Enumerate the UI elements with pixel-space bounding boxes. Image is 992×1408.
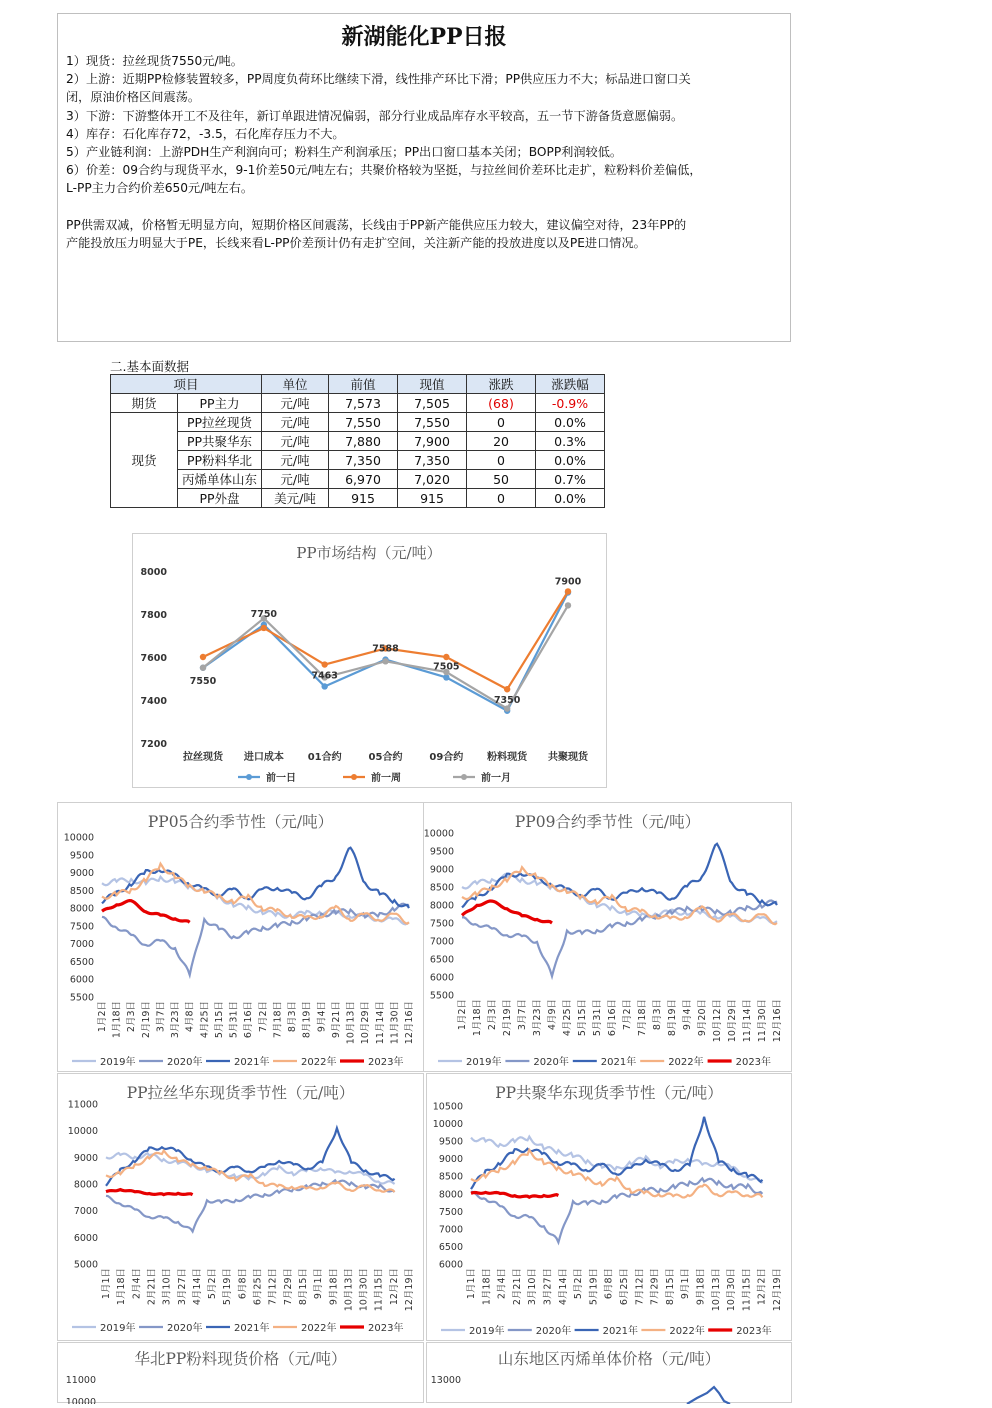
series-line [687, 1387, 730, 1404]
x-tick-label: 10月13日 [710, 1268, 722, 1312]
market-structure-chart [132, 533, 607, 788]
y-tick-label: 6000 [73, 1232, 98, 1244]
x-tick-label: 3月7日 [155, 1001, 167, 1033]
legend-label: 2022年 [301, 1323, 337, 1334]
chart-title: PP市场结构（元/吨） [296, 544, 442, 562]
group-futures: 期货 [111, 394, 178, 413]
data-point [200, 665, 206, 671]
x-tick-label: 6月16日 [243, 1001, 255, 1039]
y-tick-label: 9000 [69, 868, 94, 880]
x-tick-label: 1月18日 [481, 1268, 493, 1306]
daily-report-box [57, 13, 791, 342]
summary-line: PP供需双减，价格暂无明显方向，短期价格区间震荡，长线由于PP新产能供应压力较大，建议偏空对待，23年PP的 [66, 217, 687, 232]
y-tick-label: 10000 [65, 1397, 96, 1404]
x-tick-label: 8月19日 [301, 1001, 313, 1039]
x-tick-label: 1月1日 [101, 1268, 112, 1300]
cell-chg: 0 [467, 489, 536, 508]
y-tick-label: 7000 [429, 936, 454, 948]
cell-item: PP拉丝现货 [178, 413, 262, 432]
cell-prev: 7,550 [329, 413, 398, 432]
y-tick-label: 9000 [73, 1152, 98, 1164]
report-title: 新湖能化PP日报 [341, 24, 507, 50]
x-tick-label: 12月16日 [772, 999, 783, 1043]
y-tick-label: 7400 [140, 696, 167, 707]
market-structure-svg [133, 534, 606, 787]
y-tick-label: 7800 [140, 610, 167, 621]
x-tick-label: 5月31日 [592, 999, 603, 1037]
x-tick-label: 2月19日 [140, 1001, 152, 1039]
table-row [111, 432, 605, 451]
y-tick-label: 7500 [438, 1206, 463, 1218]
x-tick-label: 3月23日 [170, 1001, 182, 1039]
table-row [111, 489, 605, 508]
x-tick-label: 1月1日 [466, 1268, 477, 1300]
legend-label: 前一月 [481, 773, 511, 784]
cell-cur: 7,550 [398, 413, 467, 432]
cell-cur: 7,020 [398, 470, 467, 489]
cell-pct: 0.0% [536, 451, 605, 470]
y-tick-label: 10000 [432, 1119, 463, 1131]
chart-title: 华北PP粉料现货价格（元/吨） [134, 1350, 347, 1368]
pp09-seasonal-chart [423, 802, 792, 1072]
copolymer-spot-seasonal-chart [426, 1073, 792, 1341]
y-tick-label: 9500 [438, 1136, 463, 1148]
legend-label: 2022年 [301, 1057, 337, 1068]
x-tick-label: 3月7日 [517, 999, 528, 1031]
chart-title: PP拉丝华东现货季节性（元/吨） [126, 1084, 355, 1102]
data-label: 7588 [372, 643, 399, 655]
cell-pct: 0.3% [536, 432, 605, 451]
table-header-row [111, 375, 605, 394]
x-tick-label: 9月4日 [316, 1001, 328, 1033]
y-tick-label: 9500 [429, 846, 454, 858]
series-line [203, 591, 568, 689]
x-tick-label: 1月2日 [97, 1001, 108, 1033]
x-tick-label: 11月14日 [374, 1001, 386, 1045]
legend-label: 2019年 [100, 1057, 136, 1068]
legend-label: 2020年 [533, 1057, 569, 1068]
x-tick-label: 10月13日 [343, 1268, 355, 1312]
cell-prev: 915 [329, 489, 398, 508]
legend-label: 2021年 [600, 1057, 637, 1068]
x-tick-label: 2月3日 [487, 999, 498, 1031]
y-tick-label: 7000 [73, 1206, 98, 1218]
x-tick-label: 7月18日 [637, 999, 648, 1037]
chart-title: PP共聚华东现货季节性（元/吨） [495, 1084, 723, 1102]
x-tick-label: 2月3日 [126, 1001, 138, 1033]
x-tick-label: 9月1日 [680, 1268, 692, 1300]
cell-chg: 0 [467, 451, 536, 470]
x-tick-label: 9月18日 [695, 1268, 707, 1306]
cell-item: PP共聚华东 [178, 432, 262, 451]
x-tick-label: 6月16日 [607, 999, 618, 1037]
x-tick-label: 9月21日 [330, 1001, 342, 1039]
y-tick-label: 7600 [140, 653, 167, 664]
x-tick-label: 12月19日 [404, 1268, 415, 1312]
y-tick-label: 7000 [438, 1224, 463, 1236]
x-tick-label: 2月21日 [146, 1268, 158, 1306]
x-tick-label: 3月27日 [176, 1268, 188, 1306]
table-row [111, 394, 605, 413]
x-tick-label: 12月19日 [772, 1268, 783, 1312]
cell-prev: 7,880 [329, 432, 398, 451]
y-tick-label: 6500 [69, 956, 94, 968]
cell-pct: 0.7% [536, 470, 605, 489]
header-item: 项目 [111, 375, 262, 394]
x-tick-label: 4月14日 [191, 1268, 203, 1306]
y-tick-label: 13000 [430, 1375, 461, 1386]
legend-label: 2023年 [368, 1323, 404, 1334]
legend-label: 2022年 [669, 1326, 705, 1337]
cell-prev: 6,970 [329, 470, 398, 489]
data-point [261, 625, 267, 631]
raffia-spot-seasonal-chart [57, 1073, 424, 1341]
pp05-seasonal-chart [57, 802, 424, 1072]
x-tick-label: 6月25日 [252, 1268, 264, 1306]
x-tick-label: 7月29日 [649, 1268, 661, 1306]
legend-label: 前一日 [266, 773, 296, 784]
y-tick-label: 10500 [432, 1101, 463, 1113]
x-tick-label: 10月13日 [345, 1001, 357, 1045]
x-tick-label: 共聚现货 [548, 752, 588, 763]
table-row [111, 470, 605, 489]
legend-label: 前一周 [371, 773, 401, 784]
x-tick-label: 5月19日 [588, 1268, 600, 1306]
y-tick-label: 5500 [69, 992, 94, 1004]
pp05-seasonal-svg [58, 803, 423, 1071]
powder-spot-chart [57, 1342, 424, 1403]
report-line: 3）下游：下游整体开工不及往年，新订单跟进情况偏弱，部分行业成品库存水平较高，五一节下游备货意愿偏弱。 [66, 108, 684, 123]
x-tick-label: 2月4日 [131, 1268, 143, 1300]
x-tick-label: 5月2日 [573, 1268, 585, 1300]
data-point [565, 602, 571, 608]
legend-label: 2021年 [602, 1326, 639, 1337]
series-line [471, 1178, 762, 1242]
x-tick-label: 5月2日 [207, 1268, 219, 1300]
copolymer-spot-seasonal-svg [427, 1074, 791, 1340]
x-tick-label: 6月8日 [237, 1268, 249, 1300]
y-tick-label: 9000 [438, 1154, 463, 1166]
cell-item: PP粉料华北 [178, 451, 262, 470]
x-tick-label: 9月20日 [697, 999, 708, 1037]
data-point [321, 661, 327, 667]
x-tick-label: 09合约 [429, 752, 464, 763]
series-line [106, 1180, 395, 1231]
legend-label: 2019年 [100, 1323, 136, 1334]
legend-label: 2020年 [167, 1057, 203, 1068]
y-tick-label: 8500 [429, 882, 454, 894]
cell-unit: 元/吨 [262, 470, 329, 489]
x-tick-label: 3月10日 [527, 1268, 539, 1306]
cell-item: PP主力 [178, 394, 262, 413]
x-tick-label: 1月18日 [111, 1001, 123, 1039]
y-tick-label: 7200 [140, 739, 167, 750]
y-tick-label: 8000 [140, 567, 167, 578]
y-tick-label: 10000 [424, 828, 454, 840]
chart-title: PP09合约季节性（元/吨） [514, 813, 701, 831]
data-label: 7900 [554, 576, 582, 588]
x-tick-label: 7月2日 [257, 1001, 269, 1033]
series-line [102, 877, 409, 925]
y-tick-label: 8000 [69, 903, 94, 915]
data-point [321, 683, 327, 689]
x-tick-label: 12月2日 [388, 1268, 400, 1306]
x-tick-label: 4月25日 [562, 999, 573, 1037]
group-spot: 现货 [111, 413, 178, 508]
data-label: 7350 [493, 694, 521, 706]
header-chg: 涨跌 [467, 375, 536, 394]
chart-title: 山东地区丙烯单体价格（元/吨） [497, 1350, 721, 1368]
x-tick-label: 1月2日 [457, 999, 468, 1031]
x-tick-label: 9月4日 [682, 999, 693, 1031]
x-tick-label: 8月15日 [297, 1268, 309, 1306]
header-cur: 现值 [398, 375, 467, 394]
x-tick-label: 8月15日 [664, 1268, 676, 1306]
data-label: 7505 [433, 661, 460, 673]
header-prev: 前值 [329, 375, 398, 394]
x-tick-label: 11月30日 [389, 1001, 401, 1045]
y-tick-label: 6500 [429, 954, 454, 966]
y-tick-label: 10000 [63, 832, 94, 844]
cell-item: 丙烯单体山东 [178, 470, 262, 489]
chart-title: PP05合约季节性（元/吨） [147, 813, 334, 831]
x-tick-label: 8月19日 [667, 999, 678, 1037]
x-tick-label: 11月30日 [757, 999, 768, 1043]
legend-label: 2023年 [368, 1057, 404, 1068]
series-line [462, 901, 552, 923]
summary-line: 产能投放压力明显大于PE，长线来看L-PP价差预计仍有走扩空间，关注新产能的投放进度以及PE进口情况。 [66, 235, 646, 250]
legend-marker [351, 774, 357, 780]
x-tick-label: 10月30日 [358, 1268, 370, 1312]
data-point [200, 654, 206, 660]
basic-table-title: 二.基本面数据 [110, 359, 189, 374]
header-pct: 涨跌幅 [536, 375, 605, 394]
x-tick-label: 进口成本 [243, 752, 284, 763]
legend-label: 2022年 [668, 1057, 704, 1068]
x-tick-label: 10月29日 [360, 1001, 372, 1045]
data-point [382, 658, 388, 664]
report-line: 5）产业链利润：上游PDH生产利润向可；粉料生产利润承压；PP出口窗口基本关闭；BOPP利润较低。 [66, 145, 623, 160]
cell-prev: 7,573 [329, 394, 398, 413]
x-tick-label: 2月4日 [496, 1268, 508, 1300]
y-tick-label: 6500 [438, 1241, 463, 1253]
report-line: 2）上游：近期PP检修装置较多，PP周度负荷环比继续下滑，线性排产环比下滑；PP供应压力不大；标品进口窗口关 [66, 72, 691, 87]
x-tick-label: 12月2日 [756, 1268, 768, 1306]
x-tick-label: 7月2日 [622, 999, 633, 1031]
report-line: 闭，原油价格区间震荡。 [66, 90, 201, 105]
legend-label: 2019年 [469, 1326, 505, 1337]
x-tick-label: 拉丝现货 [183, 752, 223, 763]
cell-pct: 0.0% [536, 489, 605, 508]
x-tick-label: 3月27日 [542, 1268, 554, 1306]
cell-pct: -0.9% [536, 394, 605, 413]
x-tick-label: 7月18日 [272, 1001, 284, 1039]
report-line: L-PP主力合约价差650元/吨左右。 [66, 181, 254, 196]
cell-unit: 元/吨 [262, 432, 329, 451]
header-unit: 单位 [262, 375, 329, 394]
cell-item: PP外盘 [178, 489, 262, 508]
y-tick-label: 8500 [69, 885, 94, 897]
x-tick-label: 5月15日 [213, 1001, 225, 1039]
x-tick-label: 7月29日 [282, 1268, 294, 1306]
x-tick-label: 10月30日 [726, 1268, 738, 1312]
y-tick-label: 8000 [73, 1179, 98, 1191]
y-tick-label: 11000 [65, 1375, 96, 1386]
cell-unit: 元/吨 [262, 394, 329, 413]
cell-chg: (68) [467, 394, 536, 413]
table-row [111, 451, 605, 470]
x-tick-label: 11月15日 [373, 1268, 385, 1312]
x-tick-label: 8月3日 [652, 999, 663, 1031]
legend-label: 2021年 [234, 1057, 270, 1068]
y-tick-label: 7500 [429, 918, 454, 930]
legend-label: 2019年 [466, 1057, 502, 1068]
x-tick-label: 4月25日 [199, 1001, 211, 1039]
series-line [102, 901, 190, 923]
legend-marker [461, 774, 467, 780]
y-tick-label: 6000 [69, 974, 94, 986]
cell-unit: 元/吨 [262, 451, 329, 470]
y-tick-label: 8000 [429, 900, 454, 912]
x-tick-label: 7月12日 [267, 1268, 279, 1306]
cell-cur: 7,900 [398, 432, 467, 451]
cell-unit: 美元/吨 [262, 489, 329, 508]
report-line: 1）现货：拉丝现货7550元/吨。 [66, 54, 243, 68]
legend-marker [246, 774, 252, 780]
x-tick-label: 1月18日 [116, 1268, 128, 1306]
pp09-seasonal-svg [424, 803, 791, 1071]
x-tick-label: 3月10日 [161, 1268, 173, 1306]
data-label: 7550 [189, 675, 217, 687]
y-tick-label: 9000 [429, 864, 454, 876]
legend-label: 2023年 [736, 1326, 772, 1337]
x-tick-label: 粉料现货 [487, 752, 528, 763]
x-tick-label: 11月15日 [741, 1268, 753, 1312]
cell-chg: 20 [467, 432, 536, 451]
x-tick-label: 8月3日 [287, 1001, 299, 1033]
x-tick-label: 5月15日 [577, 999, 588, 1037]
data-point [504, 705, 510, 711]
y-tick-label: 8000 [438, 1189, 463, 1201]
data-label: 7463 [311, 670, 338, 682]
y-tick-label: 11000 [67, 1099, 98, 1111]
data-point [504, 686, 510, 692]
legend-label: 2020年 [167, 1323, 203, 1334]
report-line: 6）价差：09合约与现货平水，9-1价差50元/吨左右；共聚价格较为坚挺，与拉丝间价差环比走扩，粒粉料价差偏低， [66, 163, 702, 178]
legend-label: 2023年 [735, 1057, 772, 1068]
x-tick-label: 12月16日 [404, 1001, 415, 1045]
cell-pct: 0.0% [536, 413, 605, 432]
y-tick-label: 6000 [438, 1259, 463, 1271]
x-tick-label: 5月31日 [228, 1001, 240, 1039]
data-label: 7750 [250, 608, 278, 620]
x-tick-label: 5月19日 [222, 1268, 234, 1306]
x-tick-label: 2月19日 [502, 999, 513, 1037]
x-tick-label: 9月1日 [313, 1268, 325, 1300]
y-tick-label: 5000 [73, 1259, 98, 1271]
x-tick-label: 10月12日 [712, 999, 723, 1043]
cell-prev: 7,350 [329, 451, 398, 470]
table-row [111, 413, 605, 432]
x-tick-label: 4月9日 [547, 999, 558, 1031]
cell-cur: 7,505 [398, 394, 467, 413]
x-tick-label: 1月18日 [472, 999, 483, 1037]
y-tick-label: 5500 [429, 990, 454, 1002]
report-body [66, 52, 784, 252]
x-tick-label: 05合约 [368, 752, 403, 763]
x-tick-label: 6月25日 [619, 1268, 630, 1306]
cell-chg: 50 [467, 470, 536, 489]
x-tick-label: 4月8日 [184, 1001, 196, 1033]
x-tick-label: 4月14日 [557, 1268, 569, 1306]
propylene-price-svg [427, 1343, 791, 1404]
x-tick-label: 2月21日 [511, 1268, 523, 1306]
y-tick-label: 9500 [69, 850, 94, 862]
legend-label: 2020年 [535, 1326, 572, 1337]
x-tick-label: 9月18日 [328, 1268, 340, 1306]
data-point [443, 654, 449, 660]
y-tick-label: 7000 [69, 939, 94, 951]
x-tick-label: 6月8日 [603, 1268, 615, 1300]
basic-data-table [110, 374, 605, 508]
raffia-spot-seasonal-svg [58, 1074, 423, 1340]
x-tick-label: 10月29日 [727, 999, 738, 1043]
propylene-price-chart [426, 1342, 792, 1403]
x-tick-label: 3月23日 [532, 999, 543, 1037]
y-tick-label: 7500 [69, 921, 94, 933]
report-line: 4）库存：石化库存72，-3.5，石化库存压力不大。 [66, 126, 345, 141]
cell-chg: 0 [467, 413, 536, 432]
y-tick-label: 8500 [438, 1171, 463, 1183]
x-tick-label: 01合约 [307, 752, 342, 763]
series-line [471, 1192, 558, 1197]
data-point [565, 588, 571, 594]
cell-cur: 7,350 [398, 451, 467, 470]
series-line [106, 1190, 193, 1195]
cell-cur: 915 [398, 489, 467, 508]
legend-label: 2021年 [234, 1323, 270, 1334]
y-tick-label: 6000 [429, 972, 454, 984]
y-tick-label: 10000 [67, 1126, 98, 1138]
x-tick-label: 11月14日 [742, 999, 753, 1043]
powder-spot-svg [58, 1343, 423, 1404]
x-tick-label: 7月12日 [634, 1268, 646, 1306]
cell-unit: 元/吨 [262, 413, 329, 432]
